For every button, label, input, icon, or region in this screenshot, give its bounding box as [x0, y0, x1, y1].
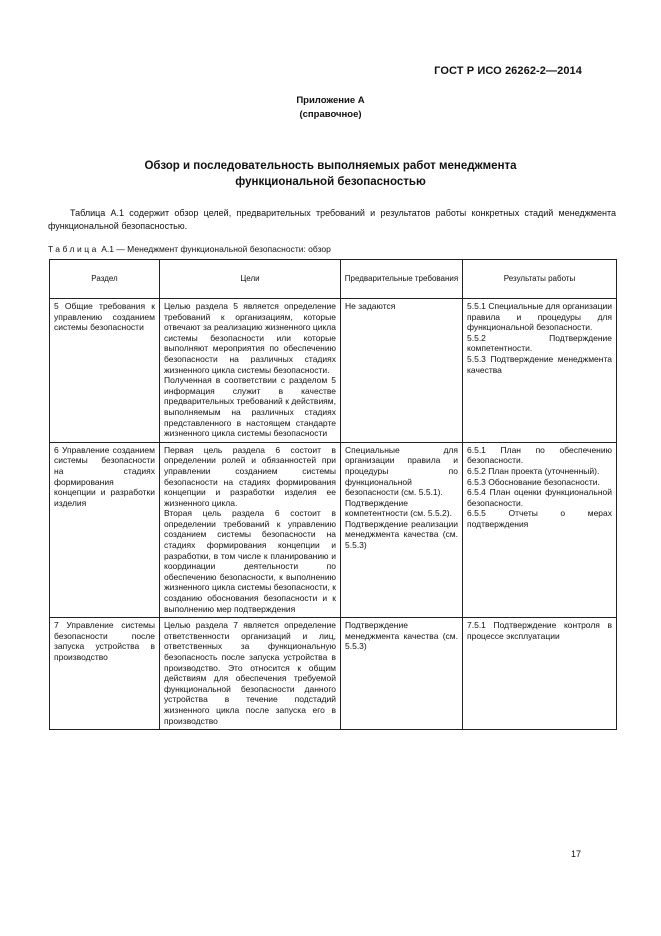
table-header-row: [50, 260, 617, 299]
header-prerequisites: Предварительные требования: [341, 260, 463, 299]
appendix-subtitle: (справочное): [299, 109, 362, 120]
cell-results: [463, 618, 617, 730]
result-item: 6.5.1 План по обеспечению безопасности.: [467, 444, 612, 466]
cell-section: 7 Управление системы безопасности после запуска устройства в производство: [50, 618, 160, 730]
result-item: 5.5.3 Подтверждение менеджмента качества: [467, 353, 612, 375]
goal-paragraph: Целью раздела 5 является определение требований к организациям, которые отвечают за реализацию жизненного цикла системы безопасности или которые выполняют мероприятия по обеспечению безопасности на различных стадиях жизненного цикла системы безопасности.: [164, 301, 336, 375]
prerequisite-item: Специальные для организации правила и процедуры по функциональной безопасности (см. 5.5.1).: [345, 444, 458, 498]
table-row: [50, 299, 617, 443]
result-item: 7.5.1 Подтверждение контроля в процессе эксплуатации: [467, 620, 612, 641]
cell-prerequisites: [341, 442, 463, 618]
header-goals: Цели: [160, 260, 341, 299]
table-caption-label: Таблица: [48, 244, 99, 254]
overview-table: [49, 259, 617, 730]
page-number: 17: [570, 849, 581, 859]
result-item: 6.5.4 План оценки функциональной безопасности.: [467, 487, 612, 508]
prerequisite-item: Подтверждение реализации менеджмента качества (см. 5.5.3): [345, 518, 458, 551]
prerequisite-item: Не задаются: [345, 301, 396, 311]
document-code: ГОСТ Р ИСО 26262-2—2014: [434, 65, 582, 77]
prerequisite-item: Подтверждение компетентности (см. 5.5.2).: [345, 497, 452, 519]
section-heading-line-1: Обзор и последовательность выполняемых работ менеджмента: [144, 160, 517, 172]
prerequisite-item: Подтверждение менеджмента качества (см. 5.5.3): [345, 620, 458, 652]
cell-goals: [160, 442, 341, 618]
header-section: Раздел: [50, 260, 160, 299]
cell-prerequisites: [341, 618, 463, 730]
cell-section: 5 Общие требования к управлению созданием системы безопасности: [50, 299, 160, 443]
goal-paragraph: Целью раздела 7 является определение ответственности организаций и лиц, ответственных за функциональную безопасность после запуска устройства в производство. Это относится к общим действиям для обеспечения требуемой функциональной безопасности данного устройства в течение подстадий жизненного цикла после запуска его в производство: [164, 620, 336, 726]
table-caption: [48, 244, 331, 254]
goal-paragraph: Вторая цель раздела 6 состоит в определении требований к управлению созданием системы безопасности на стадиях формирования концепции и разработки, в том числе к планированию и координации деятельности по обеспечению безопасности, к выполнению жизненного цикла системы безопасности, к созданию обоснования безопасности и к выполнению мер подтверждения: [164, 508, 336, 614]
cell-goals: [160, 618, 341, 730]
goal-paragraph: Полученная в соответствии с разделом 5 информация служит в качестве предварительных требований к действиям, выполняемым на различных стадиях представленного в настоящем стандарте жизненного цикла системы безопасности: [164, 375, 336, 439]
cell-goals: [160, 299, 341, 443]
table-row: [50, 618, 617, 730]
result-item: 6.5.2 План проекта (уточненный).: [467, 465, 600, 476]
cell-section: 6 Управление созданием системы безопасности на стадиях формирования концепции и разработки изделия: [50, 442, 160, 618]
goal-paragraph: Первая цель раздела 6 состоит в определении ролей и обязанностей при управлении созданием системы безопасности на стадиях формирования концепции и разработки изделия ее жизненного цикла.: [164, 444, 336, 508]
header-results: Результаты работы: [463, 260, 617, 299]
cell-prerequisites: [341, 299, 463, 443]
result-item: 6.5.3 Обоснование безопасности.: [467, 476, 600, 487]
cell-results: [463, 299, 617, 443]
appendix-title: Приложение А: [296, 95, 365, 106]
result-item: 5.5.1 Специальные для организации правила и процедуры для функциональной безопасности.: [467, 301, 612, 333]
intro-paragraph: Таблица А.1 содержит обзор целей, предварительных требований и результатов работы конкретных стадий менеджмента функциональной безопасностью.: [48, 208, 616, 231]
cell-results: [463, 442, 617, 618]
table-caption-text: А.1 — Менеджмент функциональной безопасности: обзор: [98, 244, 331, 254]
section-heading-line-2: функциональной безопасностью: [235, 176, 426, 188]
result-item: 5.5.2 Подтверждение компетентности.: [467, 332, 612, 354]
table-row: [50, 442, 617, 618]
result-item: 6.5.5 Отчеты о мерах подтверждения: [467, 508, 612, 529]
